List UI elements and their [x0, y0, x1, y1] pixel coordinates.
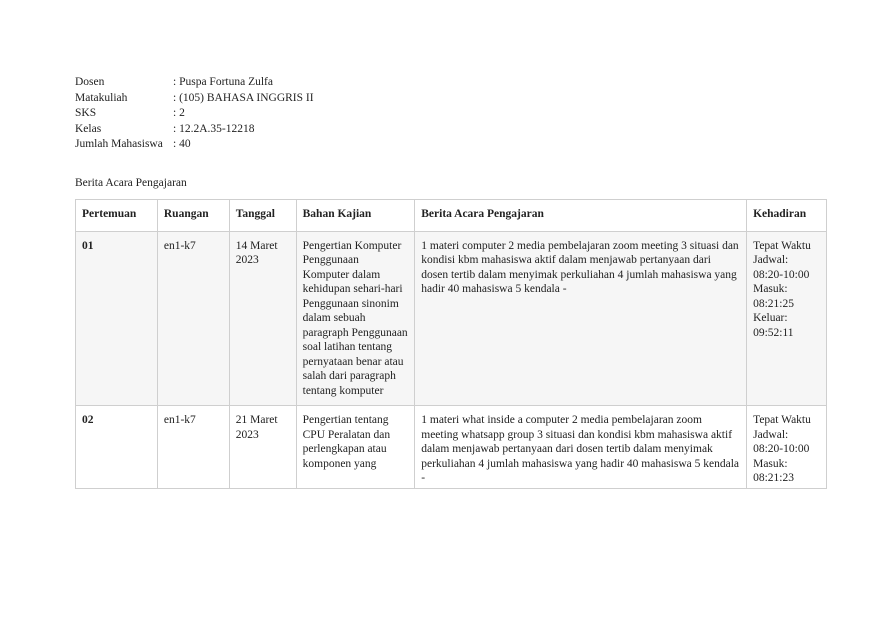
header-berita-acara: Berita Acara Pengajaran	[415, 200, 747, 232]
course-info	[75, 75, 314, 153]
cell-tanggal: 14 Maret 2023	[229, 231, 296, 406]
info-label: Kelas	[75, 122, 102, 135]
cell-kehadiran: Tepat Waktu Jadwal: 08:20-10:00 Masuk: 08:21:23	[747, 406, 827, 489]
teaching-report-table	[75, 199, 827, 489]
info-value: : Puspa Fortuna Zulfa	[173, 76, 273, 88]
header-tanggal: Tanggal	[229, 200, 296, 232]
info-label: Matakuliah	[75, 91, 128, 104]
table-header-row	[76, 200, 827, 232]
header-pertemuan: Pertemuan	[76, 200, 158, 232]
info-row-matakuliah	[75, 91, 314, 107]
info-label: SKS	[75, 107, 97, 119]
info-value: : 2	[173, 107, 185, 119]
cell-kehadiran: Tepat Waktu Jadwal: 08:20-10:00 Masuk: 08:21:25 Keluar: 09:52:11	[747, 231, 827, 406]
cell-pertemuan: 02	[76, 406, 158, 489]
table-row	[76, 406, 827, 489]
info-label: Jumlah Mahasiswa	[75, 138, 163, 150]
cell-ruangan: en1-k7	[157, 231, 229, 406]
info-label: Dosen	[75, 76, 105, 88]
cell-bahan-kajian: Pengertian Komputer Penggunaan Komputer dalam kehidupan sehari-hari Penggunaan sinonim dalam sebuah paragraph Penggunaan soal latihan tentang pernyataan benar atau salah dari paragraph tentang komputer	[296, 231, 415, 406]
info-row-dosen	[75, 75, 314, 91]
info-value: : 40	[173, 138, 191, 150]
header-kehadiran: Kehadiran	[747, 200, 827, 232]
cell-tanggal: 21 Maret 2023	[229, 406, 296, 489]
table-row	[76, 231, 827, 406]
cell-ruangan: en1-k7	[157, 406, 229, 489]
header-bahan-kajian: Bahan Kajian	[296, 200, 415, 232]
cell-berita-acara: 1 materi what inside a computer 2 media pembelajaran zoom meeting whatsapp group 3 situasi dan kondisi kbm mahasiswa aktif dalam menjawab pertanyaan dari dosen tertib dalam menyimak perkuliahan 4 jumlah mahasiswa yang hadir 40 mahasiswa 5 kendala -	[415, 406, 747, 489]
info-row-jumlah-mahasiswa	[75, 137, 314, 153]
header-ruangan: Ruangan	[157, 200, 229, 232]
section-title: Berita Acara Pengajaran	[75, 177, 187, 189]
info-row-sks	[75, 106, 314, 122]
cell-pertemuan: 01	[76, 231, 158, 406]
info-value: : (105) BAHASA INGGRIS II	[173, 91, 314, 104]
info-row-kelas	[75, 122, 314, 138]
cell-bahan-kajian: Pengertian tentang CPU Peralatan dan perlengkapan atau komponen yang	[296, 406, 415, 489]
info-value: : 12.2A.35-12218	[173, 122, 255, 135]
cell-berita-acara: 1 materi computer 2 media pembelajaran zoom meeting 3 situasi dan kondisi kbm mahasiswa aktif dalam menjawab pertanyaan dari dosen tertib dalam menyimak perkuliahan 4 jumlah mahasiswa yang hadir 40 mahasiswa 5 kendala -	[415, 231, 747, 406]
